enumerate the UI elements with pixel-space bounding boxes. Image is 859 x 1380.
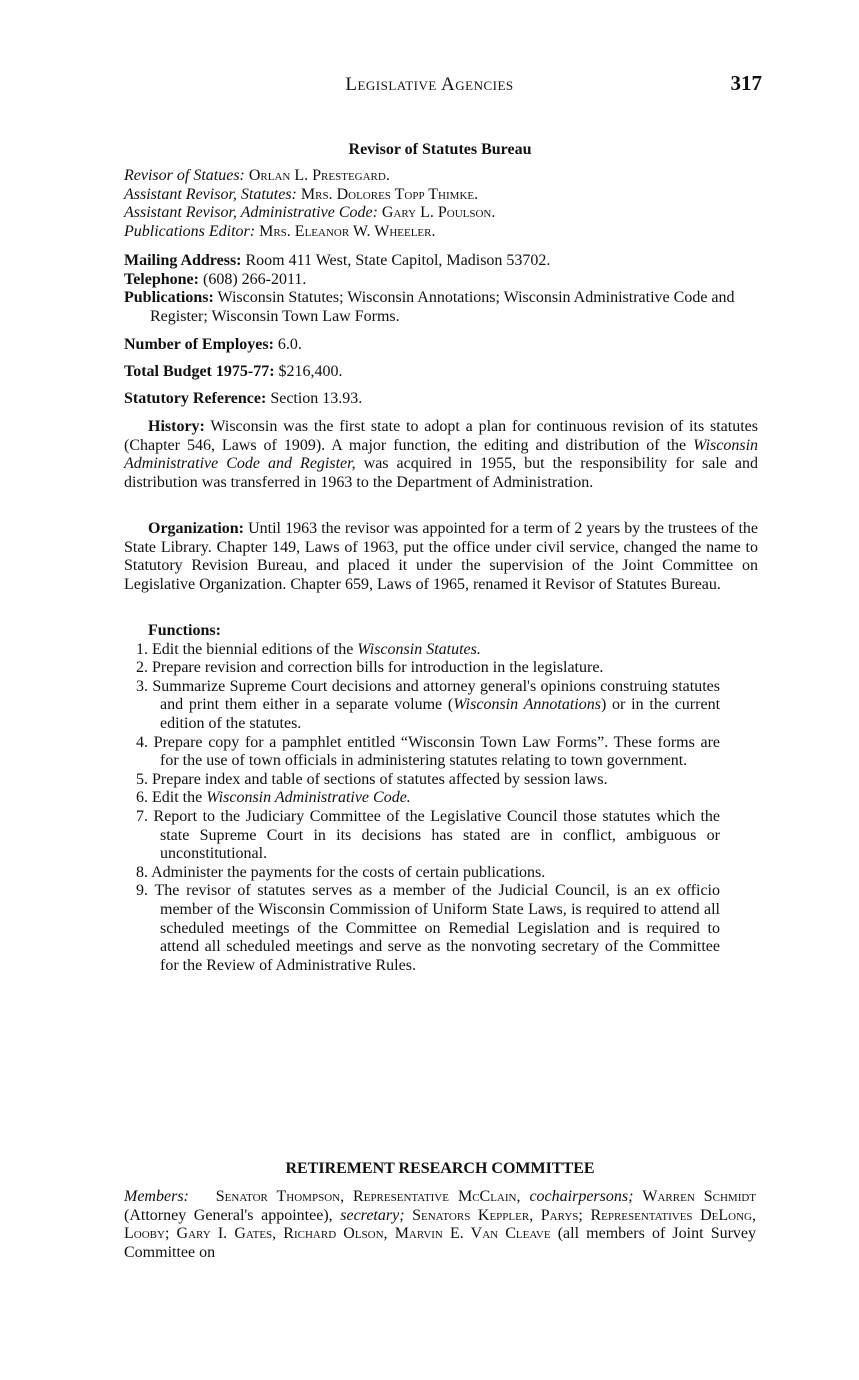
budget (124, 363, 758, 382)
function-italic: Wisconsin Administrative Code. (206, 789, 411, 807)
function-item (124, 771, 720, 790)
telephone-value: (608) 266-2011. (202, 270, 307, 288)
employees (124, 336, 758, 355)
history-text: was acquired in 1955, but the responsibility for sale and distribution was transferred in 1963 to the Department of Administration. (124, 455, 759, 491)
budget-label: Total Budget 1975-77: (124, 363, 275, 380)
function-item (124, 734, 720, 771)
staff-role: Assistant Revisor, Statutes: (124, 185, 297, 203)
function-number: 7. (136, 807, 148, 825)
organization-text: Until 1963 the revisor was appointed for a term of 2 years by the trustees of the State Library. Chapter 149, Laws of 1963, put the office under civil service, changed the name to Statutory Revision Bureau, and placed it under the supervision of the Joint Committee on Legislative Organization. Chapter 659, Laws of 1965, renamed it Revisor of Statutes Bureau. (124, 520, 759, 593)
members-text: Senator Thompson, Representative McClain, (215, 1188, 521, 1205)
functions-section (124, 622, 720, 975)
statutory-label: Statutory Reference: (124, 390, 267, 407)
function-item (124, 641, 720, 660)
staff-name: Mrs. Dolores Topp Thimke. (300, 185, 479, 203)
function-item (124, 789, 720, 808)
function-number: 1. (136, 640, 148, 658)
mailing-address (124, 252, 760, 271)
staff-role: Assistant Revisor, Administrative Code: (124, 204, 378, 222)
function-number: 2. (136, 659, 148, 677)
telephone (124, 271, 760, 290)
members-text: (all members of Joint Survey Committee on (124, 1225, 757, 1261)
function-text: Summarize Supreme Court decisions and attorney general's opinions construing statutes and print them either in a separate volume ( (152, 677, 720, 714)
employees-value: 6.0. (277, 336, 302, 353)
history-paragraph (124, 418, 758, 492)
staff-list (124, 167, 758, 241)
function-number: 9. (136, 882, 148, 900)
organization-paragraph (124, 520, 758, 594)
statutory-value: Section 13.93. (270, 390, 363, 407)
publications (124, 289, 760, 326)
history-label: History: (148, 418, 205, 435)
running-header: Legislative Agencies (345, 74, 514, 95)
retirement-members (124, 1188, 756, 1262)
employees-label: Number of Employes: (124, 336, 274, 353)
functions-label: Functions: (148, 622, 221, 639)
staff-line (124, 167, 758, 186)
statutory-reference (124, 390, 758, 409)
publications-value: Wisconsin Statutes; Wisconsin Annotations; Wisconsin Administrative Code and Register; Wisconsin Town Law Forms. (150, 289, 735, 325)
mailing-value: Room 411 West, State Capitol, Madison 53702. (245, 252, 551, 269)
members-text: (Attorney General's appointee), (124, 1206, 333, 1224)
function-number: 6. (136, 789, 148, 807)
function-italic: Wisconsin Annotations (453, 696, 601, 714)
organization-label: Organization: (148, 520, 244, 537)
function-number: 8. (136, 863, 148, 881)
contact-block (124, 252, 760, 326)
staff-role: Publications Editor: (124, 222, 256, 240)
function-item (124, 882, 720, 975)
mailing-label: Mailing Address: (124, 252, 242, 269)
function-text: Edit the (152, 789, 207, 807)
members-text: Senators Keppler, Parys; Representatives DeLong, Looby; Gary I. Gates, Richard Olson, Marvin E. Van Cleave (124, 1206, 756, 1243)
staff-line (124, 186, 758, 205)
publications-label: Publications: (124, 289, 214, 307)
members-role: cochairpersons; (529, 1188, 634, 1205)
function-text: Prepare revision and correction bills for introduction in the legislature. (152, 659, 604, 677)
functions-list (124, 641, 720, 976)
function-text: Edit the biennial editions of the (152, 640, 358, 658)
bureau-title: Revisor of Statutes Bureau (348, 141, 532, 158)
telephone-label: Telephone: (124, 270, 199, 288)
function-item (124, 659, 720, 678)
staff-name: Mrs. Eleanor W. Wheeler. (259, 222, 436, 240)
staff-name: Orlan L. Prestegard. (248, 167, 390, 184)
staff-line (124, 204, 758, 223)
retirement-committee-title: RETIREMENT RESEARCH COMMITTEE (285, 1160, 595, 1177)
history-text: Wisconsin was the first state to adopt a plan for continuous revision of its statutes (Chapter 546, Laws of 1909). A major function, the editing and distribution of the (124, 418, 758, 454)
function-text: Prepare copy for a pamphlet entitled “Wisconsin Town Law Forms”. These forms are for the use of town officials in administering statutes relating to town government. (153, 733, 721, 770)
function-item (124, 808, 720, 864)
function-italic: Wisconsin Statutes. (357, 640, 481, 658)
function-item (124, 864, 720, 883)
members-label: Members: (124, 1188, 189, 1205)
members-text: Warren Schmidt (642, 1188, 757, 1205)
function-text: Report to the Judiciary Committee of the Legislative Council those statutes which the state Supreme Court in its decisions has stated are in conflict, ambiguous or unconstitutional. (153, 807, 721, 863)
history-italic: Wisconsin Administrative Code and Register, (124, 436, 759, 473)
function-text: ) or in the current edition of the statutes. (160, 696, 721, 732)
budget-value: $216,400. (278, 363, 343, 380)
page-number: 317 (730, 71, 762, 95)
function-number: 3. (136, 677, 148, 695)
function-item (124, 678, 720, 734)
members-role: secretary; (340, 1206, 405, 1224)
function-text: Administer the payments for the costs of certain publications. (151, 863, 546, 881)
function-number: 4. (136, 733, 148, 751)
staff-role: Revisor of Statues: (124, 167, 245, 184)
function-number: 5. (136, 770, 148, 788)
staff-line (124, 223, 758, 242)
function-text: Prepare index and table of sections of statutes affected by session laws. (152, 770, 608, 788)
staff-name: Gary L. Poulson. (381, 204, 496, 222)
function-text: The revisor of statutes serves as a member of the Judicial Council, is an ex officio member of the Wisconsin Commission of Uniform State Laws, is required to attend all scheduled meetings of the Committee on Remedial Legislation and is required to attend all scheduled meetings and serve as the nonvoting secretary of the Committee for the Review of Administrative Rules. (154, 882, 720, 974)
